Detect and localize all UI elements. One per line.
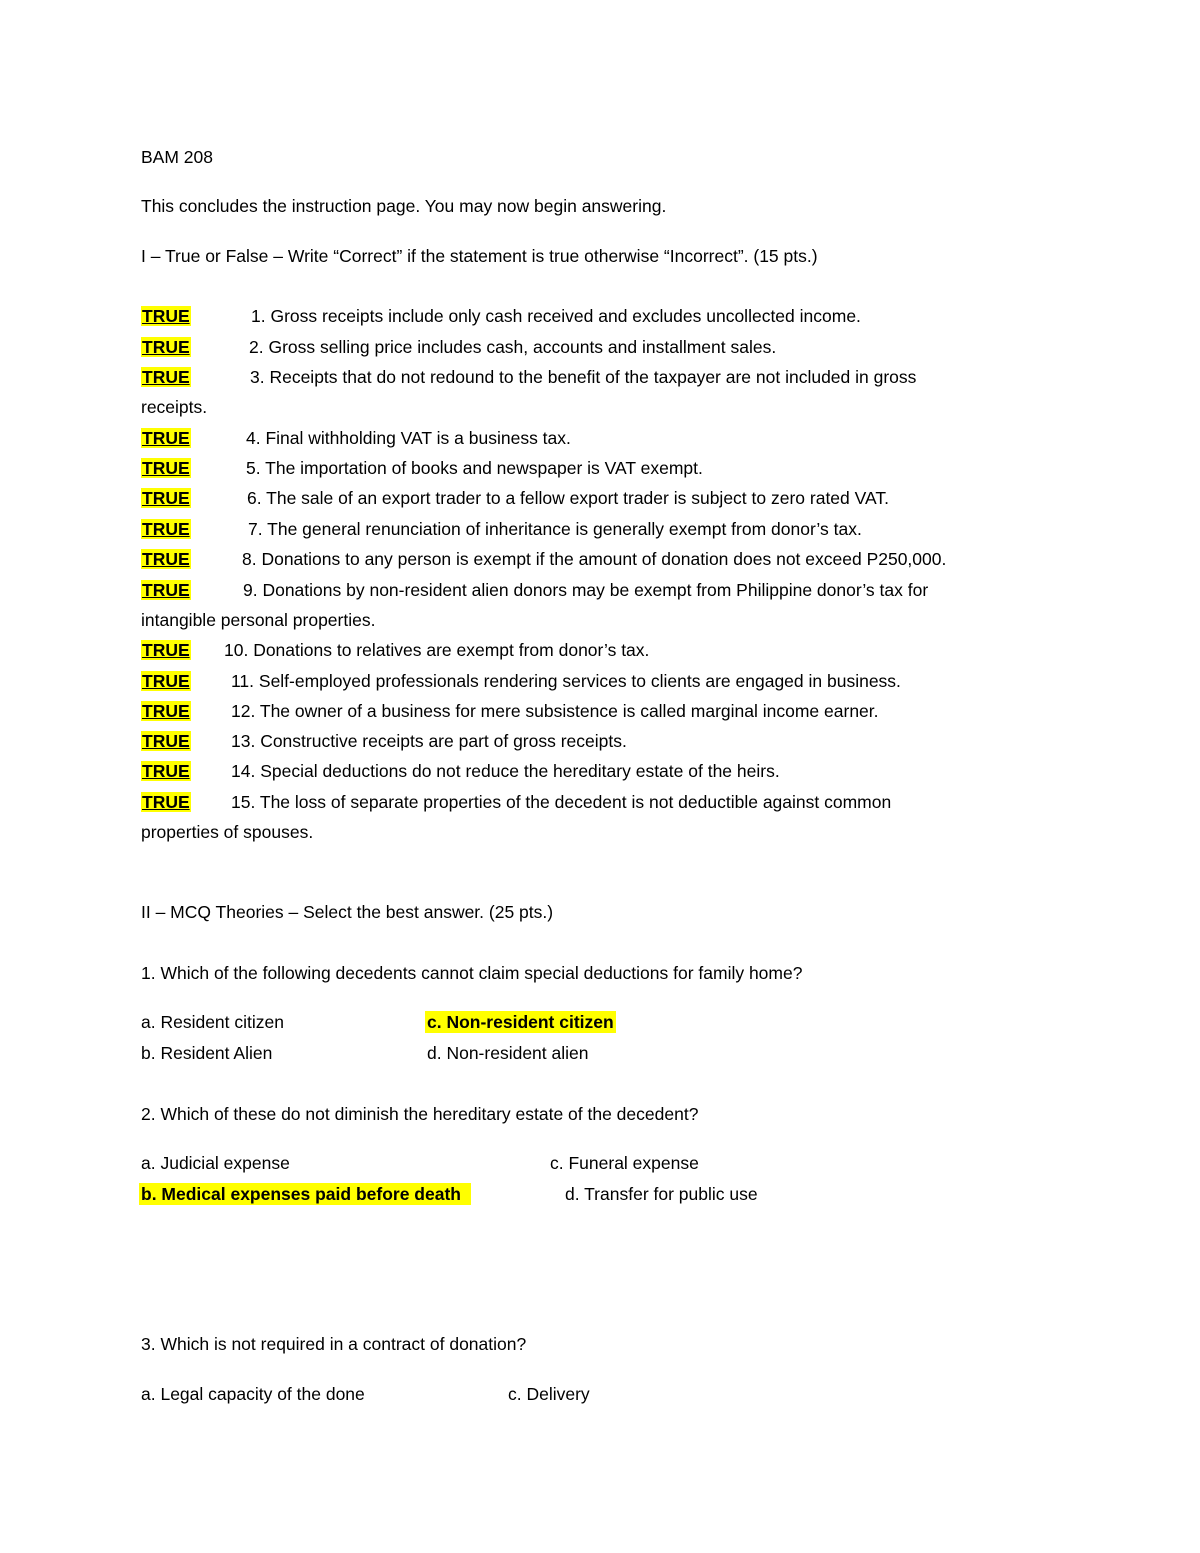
answer-label: TRUE	[142, 580, 190, 600]
tf-item-4	[141, 427, 571, 449]
q2-option-d: d. Transfer for public use	[565, 1184, 758, 1204]
answer-label: TRUE	[142, 337, 190, 357]
tf-item-15	[141, 791, 892, 813]
tf-item-text: 14. Special deductions do not reduce the hereditary estate of the heirs.	[231, 761, 780, 781]
tf-item-1	[141, 305, 861, 327]
q1-option-a: a. Resident citizen	[141, 1012, 284, 1032]
tf-item-text: 10. Donations to relatives are exempt from donor’s tax.	[224, 640, 650, 660]
answer-label: TRUE	[142, 428, 190, 448]
tf-item-13	[141, 730, 627, 752]
tf-item-text: 15. The loss of separate properties of the decedent is not deductible against common	[231, 792, 892, 812]
tf-item-text: 2. Gross selling price includes cash, accounts and installment sales.	[249, 337, 777, 357]
q3-option-a: a. Legal capacity of the done	[141, 1384, 365, 1404]
answer-label: TRUE	[142, 761, 190, 781]
tf-item-9-cont: intangible personal properties.	[141, 610, 376, 630]
tf-item-11	[141, 670, 901, 692]
tf-item-6	[141, 487, 889, 509]
q1-option-c-selected: c. Non-resident citizen	[427, 1012, 614, 1032]
tf-item-7	[141, 518, 862, 540]
tf-item-text: 1. Gross receipts include only cash received and excludes uncollected income.	[251, 306, 861, 326]
q1-option-d: d. Non-resident alien	[427, 1043, 589, 1063]
answer-label: TRUE	[142, 549, 190, 569]
tf-item-text: 7. The general renunciation of inheritance is generally exempt from donor’s tax.	[248, 519, 862, 539]
tf-item-text: 11. Self-employed professionals rendering services to clients are engaged in business.	[231, 671, 901, 691]
tf-item-text: 13. Constructive receipts are part of gross receipts.	[231, 731, 627, 751]
tf-item-text: 9. Donations by non-resident alien donors may be exempt from Philippine donor’s tax for	[243, 580, 929, 600]
answer-label: TRUE	[142, 792, 190, 812]
tf-item-9	[141, 579, 929, 601]
tf-item-14	[141, 760, 780, 782]
part1-heading: I – True or False – Write “Correct” if the statement is true otherwise “Incorrect”. (15 pts.)	[141, 246, 818, 266]
tf-item-8	[141, 548, 947, 570]
answer-label: TRUE	[142, 640, 190, 660]
part2-heading: II – MCQ Theories – Select the best answer. (25 pts.)	[141, 902, 554, 922]
tf-item-3	[141, 366, 917, 388]
q3-option-c: c. Delivery	[508, 1384, 590, 1404]
answer-label: TRUE	[142, 701, 190, 721]
tf-item-text: 5. The importation of books and newspaper is VAT exempt.	[246, 458, 703, 478]
tf-item-2	[141, 336, 777, 358]
answer-label: TRUE	[142, 519, 190, 539]
answer-label: TRUE	[142, 306, 190, 326]
answer-label: TRUE	[142, 488, 190, 508]
instruction-note: This concludes the instruction page. You may now begin answering.	[141, 196, 667, 216]
tf-item-text: 6. The sale of an export trader to a fellow export trader is subject to zero rated VAT.	[247, 488, 889, 508]
question-1: 1. Which of the following decedents cannot claim special deductions for family home?	[141, 963, 803, 983]
tf-item-15-cont: properties of spouses.	[141, 822, 314, 842]
tf-item-10	[141, 639, 650, 661]
tf-item-text: 3. Receipts that do not redound to the benefit of the taxpayer are not included in gross	[250, 367, 917, 387]
question-3: 3. Which is not required in a contract of donation?	[141, 1334, 527, 1354]
course-code: BAM 208	[141, 147, 213, 167]
tf-item-5	[141, 457, 703, 479]
answer-label: TRUE	[142, 731, 190, 751]
q1-option-b: b. Resident Alien	[141, 1043, 273, 1063]
tf-item-12	[141, 700, 879, 722]
tf-item-3-cont: receipts.	[141, 397, 208, 417]
answer-label: TRUE	[142, 671, 190, 691]
q2-option-c: c. Funeral expense	[550, 1153, 699, 1173]
answer-label: TRUE	[142, 367, 190, 387]
tf-item-text: 12. The owner of a business for mere subsistence is called marginal income earner.	[231, 701, 879, 721]
question-2: 2. Which of these do not diminish the hereditary estate of the decedent?	[141, 1104, 699, 1124]
tf-item-text: 8. Donations to any person is exempt if the amount of donation does not exceed P250,000.	[242, 549, 947, 569]
q2-option-a: a. Judicial expense	[141, 1153, 290, 1173]
tf-item-text: 4. Final withholding VAT is a business tax.	[246, 428, 571, 448]
q2-option-b-selected: b. Medical expenses paid before death	[139, 1183, 471, 1205]
answer-label: TRUE	[142, 458, 190, 478]
